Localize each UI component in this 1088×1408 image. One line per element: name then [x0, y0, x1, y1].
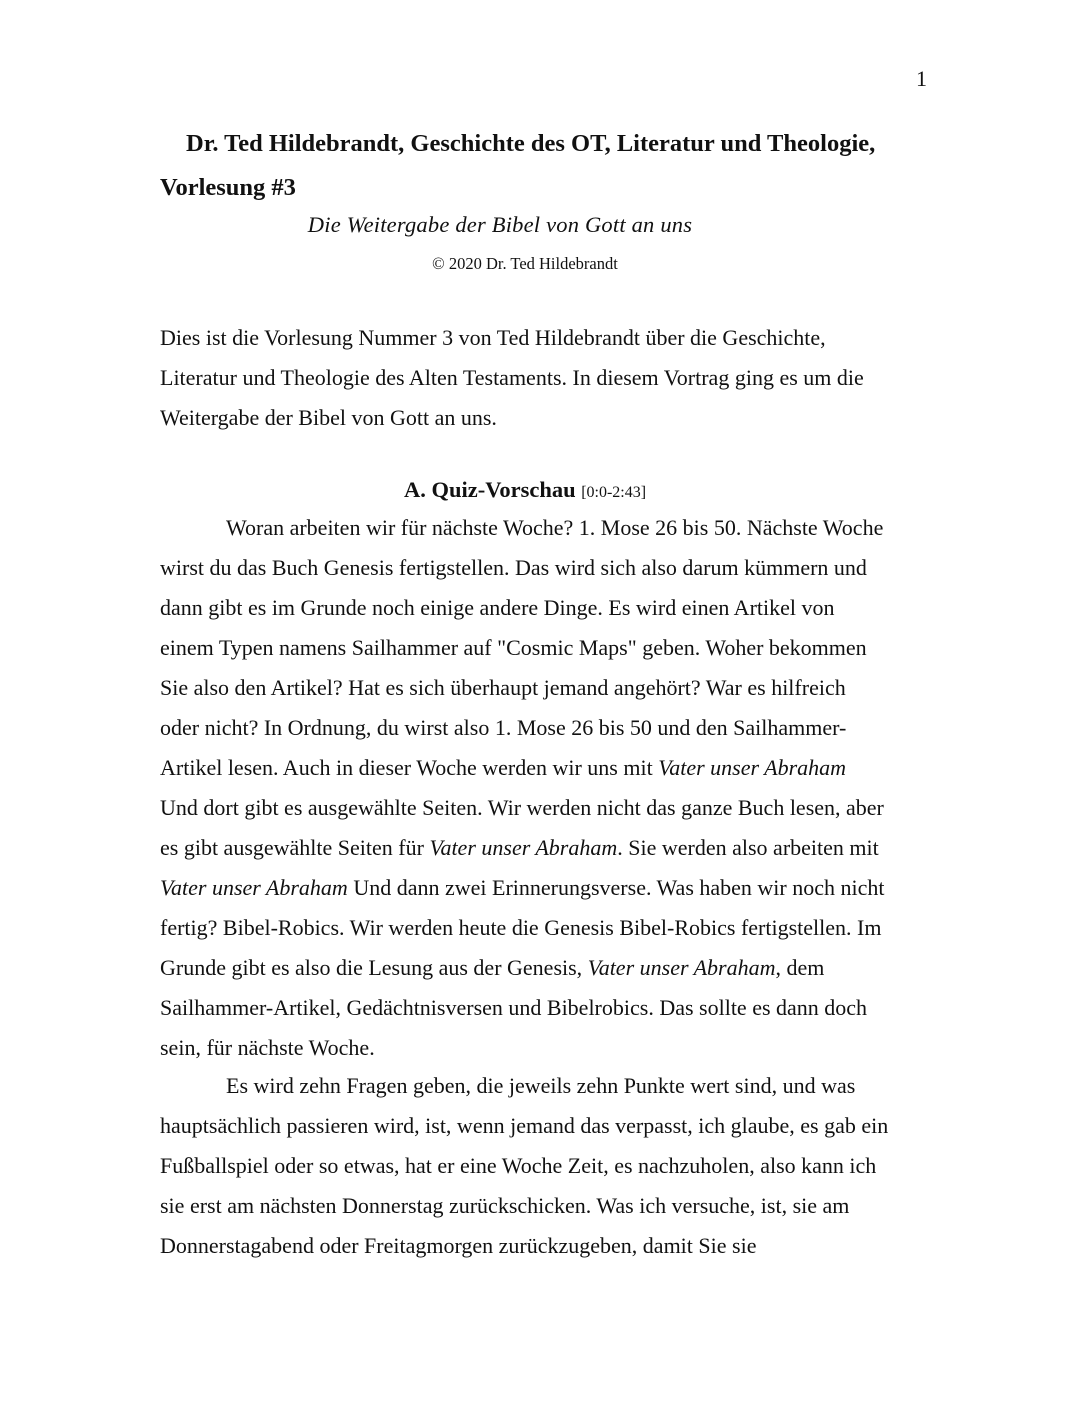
text-line: sie erst am nächsten Donnerstag zurückschicken. Was ich versuche, ist, sie am [160, 1193, 850, 1218]
text-line: Literatur und Theologie des Alten Testaments. In diesem Vortrag ging es um die [160, 365, 864, 390]
text-segment: . Sie werden also arbeiten mit [617, 835, 879, 860]
text-line: sein, für nächste Woche. [160, 1035, 375, 1060]
text-segment: Und dann zwei Erinnerungsverse. Was haben wir noch nicht [347, 875, 885, 900]
text-line: Sailhammer-Artikel, Gedächtnisversen und Bibelrobics. Das sollte es dann doch [160, 995, 868, 1020]
text-segment: , dem [775, 955, 825, 980]
text-line: wirst du das Buch Genesis fertigstellen. Das wird sich also darum kümmern und [160, 555, 867, 580]
text-line: fertig? Bibel-Robics. Wir werden heute die Genesis Bibel-Robics fertigstellen. Im [160, 915, 882, 940]
book-title: Vater unser Abraham [429, 835, 618, 860]
text-line: Fußballspiel oder so etwas, hat er eine Woche Zeit, es nachzuholen, also kann ich [160, 1153, 877, 1178]
book-title: Vater unser Abraham [160, 875, 348, 900]
text-segment: Artikel lesen. Auch in dieser Woche werden wir uns mit [160, 755, 659, 780]
text-line: einem Typen namens Sailhammer auf "Cosmic Maps" geben. Woher bekommen [160, 635, 867, 660]
text-line: Weitergabe der Bibel von Gott an uns. [160, 405, 497, 430]
text-line [160, 948, 940, 988]
text-line: Donnerstagabend oder Freitagmorgen zurückzugeben, damit Sie sie [160, 1233, 757, 1258]
document-title-line-2: Vorlesung #3 [160, 174, 296, 201]
text-line: Und dort gibt es ausgewählte Seiten. Wir werden nicht das ganze Buch lesen, aber [160, 795, 884, 820]
book-title: Vater unser Abraham [587, 955, 776, 980]
text-line [160, 828, 940, 868]
section-heading [404, 470, 646, 513]
page-number: 1 [916, 66, 927, 91]
copyright-notice: © 2020 Dr. Ted Hildebrandt [432, 254, 618, 273]
body-paragraph-2 [160, 1066, 940, 1266]
document-subtitle: Die Weitergabe der Bibel von Gott an uns [307, 212, 693, 237]
section-heading-label: A. Quiz-Vorschau [404, 477, 576, 502]
text-line: dann gibt es im Grunde noch einige andere Dinge. Es wird einen Artikel von [160, 595, 835, 620]
section-timestamp: [0:0-2:43] [581, 484, 647, 501]
book-title: Vater unser Abraham [658, 755, 847, 780]
text-line: Sie also den Artikel? Hat es sich überhaupt jemand angehört? War es hilfreich [160, 675, 846, 700]
text-line: oder nicht? In Ordnung, du wirst also 1. Mose 26 bis 50 und den Sailhammer- [160, 715, 847, 740]
intro-paragraph [160, 318, 940, 438]
text-segment: es gibt ausgewählte Seiten für [160, 835, 430, 860]
text-line: Es wird zehn Fragen geben, die jeweils zehn Punkte wert sind, und was [226, 1073, 856, 1098]
text-segment: Grunde gibt es also die Lesung aus der Genesis, [160, 955, 588, 980]
text-line: hauptsächlich passieren wird, ist, wenn jemand das verpasst, ich glaube, es gab ein [160, 1113, 889, 1138]
text-line: Dies ist die Vorlesung Nummer 3 von Ted Hildebrandt über die Geschichte, [160, 325, 826, 350]
text-line [160, 748, 940, 788]
text-line: Woran arbeiten wir für nächste Woche? 1. Mose 26 bis 50. Nächste Woche [226, 515, 884, 540]
text-line [160, 868, 940, 908]
body-paragraph-1 [160, 508, 940, 1068]
document-title-line-1: Dr. Ted Hildebrandt, Geschichte des OT, Literatur und Theologie, [186, 130, 876, 157]
